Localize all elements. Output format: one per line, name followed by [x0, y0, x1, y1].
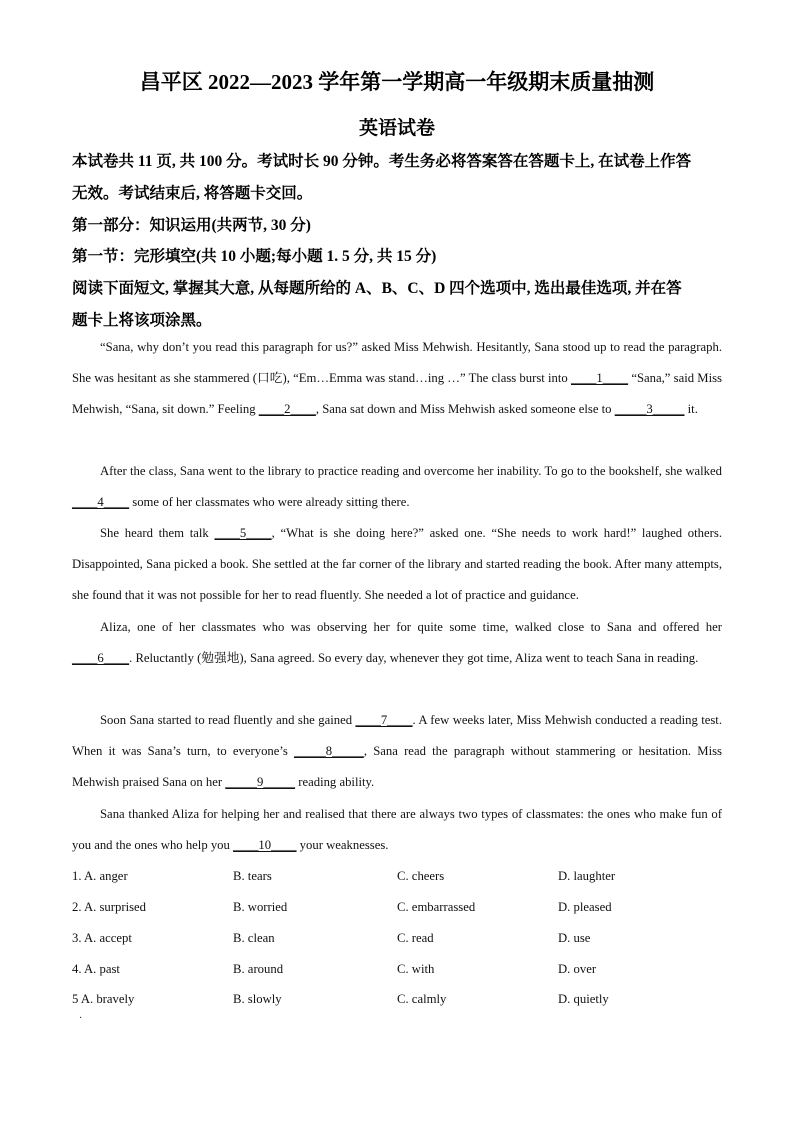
question-1-options [72, 869, 732, 889]
instructions-line-2: 无效。考试结束后, 将答题卡交回。 [72, 185, 313, 202]
option-2a: 2. A. surprised [72, 900, 147, 914]
option-3a: 3. A. accept [72, 931, 132, 945]
blank-9: _____9_____ [225, 775, 296, 790]
option-4c: C. with [397, 962, 435, 976]
footer-dot: · [79, 1013, 83, 1024]
passage-paragraph-2: After the class, Sana went to the library to practice reading and overcome her inability. To go to the bookshelf, she walked ____4____ some of her classmates who were already sitting there. [72, 464, 722, 510]
blank-2: ____2____ [258, 402, 316, 417]
blank-5: ____5____ [214, 526, 272, 540]
option-4d: D. over [558, 962, 597, 976]
option-1a: 1. A. anger [72, 869, 128, 883]
blank-1: ____1____ [571, 371, 629, 386]
passage-paragraph-1: “Sana, why don’t you read this paragraph for us?” asked Miss Mehwish. Hesitantly, Sana stood up to read the paragraph. She was hesitant as she stammered (口吃), “Em…Emma was stand…ing …” The class burst into ____1____ “Sana,” said Miss Mehwish, “Sana, sit down.” Feeling ____2____, Sana sat down and Miss Mehwish asked someone else to _____3_____ it. [72, 340, 722, 417]
option-5b: B. slowly [233, 992, 282, 1006]
blank-7: ____7____ [355, 713, 413, 727]
option-1c: C. cheers [397, 869, 445, 883]
option-1d: D. laughter [558, 869, 616, 883]
exam-subtitle: 英语试卷 [358, 118, 435, 139]
instructions-line-1: 本试卷共 11 页, 共 100 分。考试时长 90 分钟。考生务必将答案答在答题卡上, 在试卷上作答 [72, 153, 692, 170]
exam-title: 昌平区 2022—2023 学年第一学期高一年级期末质量抽测 [139, 70, 655, 94]
option-3c: C. read [397, 931, 434, 945]
blank-10: ____10____ [233, 838, 297, 853]
blank-6: ____6____ [72, 651, 130, 666]
option-1b: B. tears [233, 869, 272, 883]
option-5d: D. quietly [558, 992, 609, 1006]
question-5-options [72, 992, 732, 1012]
option-2d: D. pleased [558, 900, 612, 914]
directions-line-1: 阅读下面短文, 掌握其大意, 从每题所给的 A、B、C、D 四个选项中, 选出最佳选项, 并在答 [72, 280, 682, 297]
option-5c: C. calmly [397, 992, 447, 1006]
option-2b: B. worried [233, 900, 288, 914]
passage-paragraph-5: Soon Sana started to read fluently and she gained ____7____. A few weeks later, Miss Mehwish conducted a reading test. When it was Sana’s turn, to everyone’s _____8_____, Sana read the paragraph without stammering or hesitation. Miss Mehwish praised Sana on her _____9_____ reading ability. [72, 713, 722, 790]
blank-8: _____8_____ [294, 744, 364, 759]
option-3d: D. use [558, 931, 591, 945]
option-2c: C. embarrassed [397, 900, 476, 914]
passage-paragraph-4: Aliza, one of her classmates who was observing her for quite some time, walked close to Sana and offered her ____6____. Reluctantly (勉强地), Sana agreed. So every day, whenever they got time, Aliza went to teach Sana in reading. [72, 620, 722, 666]
section-heading: 第一节：完形填空(共 10 小题;每小题 1. 5 分, 共 15 分) [72, 248, 437, 265]
directions-line-2: 题卡上将该项涂黑。 [72, 312, 212, 329]
option-4b: B. around [233, 962, 284, 976]
blank-3: _____3_____ [614, 402, 685, 417]
question-2-options [72, 900, 732, 920]
option-4a: 4. A. past [72, 962, 120, 976]
blank-4: ____4____ [72, 495, 130, 510]
question-3-options [72, 931, 732, 951]
passage-paragraph-3: She heard them talk ____5____, “What is she doing here?” asked one. “She needs to work hard!” laughed others. Disappointed, Sana picked a book. She settled at the far corner of the library and started reading the book. After many attempts, she found that it was not possible for her to read fluently. She needed a lot of practice and guidance. [72, 526, 722, 603]
question-4-options [72, 962, 732, 982]
option-5a: 5 A. bravely [72, 992, 135, 1006]
option-3b: B. clean [233, 931, 275, 945]
passage-paragraph-6: Sana thanked Aliza for helping her and realised that there are always two types of classmates: the ones who make fun of you and the ones who help you ____10____ your weaknesses. [72, 807, 722, 853]
part-heading: 第一部分：知识运用(共两节, 30 分) [72, 217, 311, 234]
